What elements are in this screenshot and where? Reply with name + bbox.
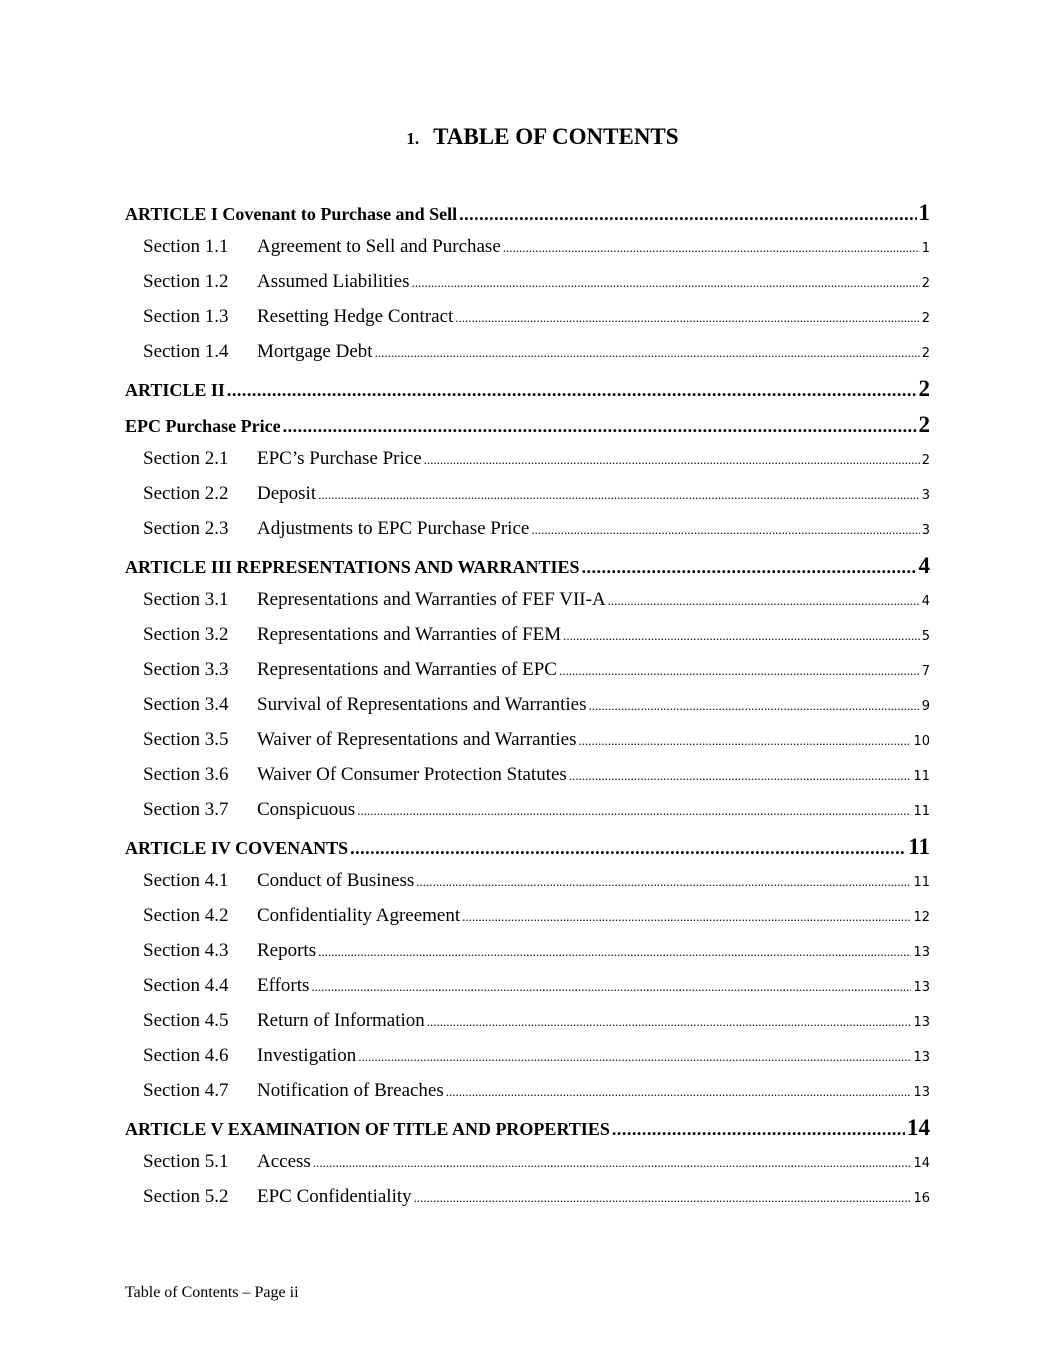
dot-leader: [424, 452, 920, 468]
toc-entry-label: Mortgage Debt: [257, 341, 373, 362]
toc-page-number: 11: [913, 769, 930, 784]
dot-leader: [608, 593, 920, 609]
toc-entry-label: EPC Purchase Price: [125, 416, 281, 436]
toc-page-number: 14: [907, 1115, 930, 1140]
dot-leader: [559, 663, 920, 679]
toc-section-entry[interactable]: [125, 975, 930, 1010]
toc-entry-label: Deposit: [257, 483, 317, 504]
toc-section-number: Section 4.1: [143, 870, 229, 891]
toc-section-number: Section 4.4: [143, 975, 229, 996]
toc-section-number: Section 1.2: [143, 271, 229, 292]
dot-leader: [462, 909, 911, 925]
toc-page-number: 11: [908, 834, 930, 859]
toc-page-number: 1: [921, 241, 930, 256]
toc-section-number: Section 1.3: [143, 306, 229, 327]
toc-page-number: 14: [913, 1156, 930, 1171]
toc-section-entry[interactable]: [125, 940, 930, 975]
toc-section-entry[interactable]: [125, 306, 930, 341]
toc-section-entry[interactable]: [125, 694, 930, 729]
dot-leader: [283, 416, 917, 437]
toc-section-number: Section 3.6: [143, 764, 229, 785]
toc-section-entry[interactable]: [125, 236, 930, 271]
toc-page-number: 2: [918, 376, 930, 401]
toc-article-entry[interactable]: [125, 412, 930, 448]
toc-section-entry[interactable]: [125, 448, 930, 483]
toc-section-number: Section 3.7: [143, 799, 229, 820]
toc-page-number: 4: [918, 553, 930, 578]
toc-section-entry[interactable]: [125, 1080, 930, 1115]
toc-entry-label: Conduct of Business: [257, 870, 415, 891]
toc-entry-label: Waiver Of Consumer Protection Statutes: [257, 764, 567, 785]
dot-leader: [588, 698, 919, 714]
dot-leader: [581, 557, 916, 578]
toc-entry-label: Adjustments to EPC Purchase Price: [257, 518, 530, 539]
toc-entry-label: Assumed Liabilities: [257, 271, 410, 292]
title-text: TABLE OF CONTENTS: [433, 124, 679, 149]
toc-section-entry[interactable]: [125, 764, 930, 799]
toc-section-number: Section 5.1: [143, 1151, 229, 1172]
toc-section-entry[interactable]: [125, 1045, 930, 1080]
toc-page-number: 5: [921, 629, 930, 644]
toc-section-number: Section 2.2: [143, 483, 229, 504]
dot-leader: [375, 345, 920, 361]
dot-leader: [358, 1049, 911, 1065]
toc-page-number: 1: [918, 200, 930, 225]
toc-entry-label: Representations and Warranties of FEF VII-A: [257, 589, 606, 610]
toc-page-number: 13: [913, 980, 930, 995]
toc-section-number: Section 4.6: [143, 1045, 229, 1066]
page-title: [0, 124, 1055, 150]
toc-page-number: 3: [921, 488, 930, 503]
dot-leader: [311, 979, 911, 995]
toc-entry-label: Representations and Warranties of FEM: [257, 624, 562, 645]
toc-page-number: 2: [921, 453, 930, 468]
dot-leader: [357, 803, 911, 819]
toc-section-number: Section 2.3: [143, 518, 229, 539]
toc-entry-label: Waiver of Representations and Warranties: [257, 729, 577, 750]
toc-section-number: Section 3.3: [143, 659, 229, 680]
toc-entry-label: Return of Information: [257, 1010, 425, 1031]
toc-entry-label: Notification of Breaches: [257, 1080, 444, 1101]
toc-entry-label: Representations and Warranties of EPC: [257, 659, 557, 680]
toc-section-entry[interactable]: [125, 624, 930, 659]
toc-entry-label: ARTICLE IV COVENANTS: [125, 838, 349, 858]
toc-article-entry[interactable]: [125, 200, 930, 236]
dot-leader: [578, 733, 911, 749]
dot-leader: [318, 944, 911, 960]
dot-leader: [446, 1084, 912, 1100]
toc-section-number: Section 4.3: [143, 940, 229, 961]
toc-section-number: Section 4.2: [143, 905, 229, 926]
dot-leader: [350, 838, 906, 859]
toc-section-number: Section 1.4: [143, 341, 229, 362]
toc-section-entry[interactable]: [125, 659, 930, 694]
dot-leader: [569, 768, 912, 784]
toc-page-number: 10: [913, 734, 930, 749]
dot-leader: [459, 204, 916, 225]
toc-page-number: 2: [921, 346, 930, 361]
toc-entry-label: EPC Confidentiality: [257, 1186, 412, 1207]
dot-leader: [427, 1014, 912, 1030]
toc-section-number: Section 3.5: [143, 729, 229, 750]
toc-section-entry[interactable]: [125, 341, 930, 376]
toc-page-number: 2: [921, 311, 930, 326]
toc-section-number: Section 1.1: [143, 236, 229, 257]
toc-entry-label: Reports: [257, 940, 317, 961]
toc-entry-label: ARTICLE I Covenant to Purchase and Sell: [125, 204, 458, 224]
toc-entry-label: Conspicuous: [257, 799, 356, 820]
toc-page-number: 13: [913, 1050, 930, 1065]
dot-leader: [503, 240, 920, 256]
toc-entry-label: Access: [257, 1151, 311, 1172]
toc-section-entry[interactable]: [125, 1010, 930, 1045]
toc-page-number: 13: [913, 945, 930, 960]
toc-page-number: 13: [913, 1085, 930, 1100]
toc-page-number: 11: [913, 875, 930, 890]
toc-section-entry[interactable]: [125, 729, 930, 764]
dot-leader: [416, 874, 911, 890]
toc-section-number: Section 4.5: [143, 1010, 229, 1031]
toc-page-number: 12: [913, 910, 930, 925]
dot-leader: [313, 1155, 912, 1171]
toc-article-entry[interactable]: [125, 376, 930, 412]
dot-leader: [412, 275, 920, 291]
toc-entry-label: Agreement to Sell and Purchase: [257, 236, 501, 257]
toc-page-number: 4: [921, 594, 930, 609]
toc-section-entry[interactable]: [125, 589, 930, 624]
dot-leader: [612, 1119, 905, 1140]
toc-section-entry[interactable]: [125, 518, 930, 553]
toc-section-entry[interactable]: [125, 483, 930, 518]
toc-section-number: Section 4.7: [143, 1080, 229, 1101]
toc-page-number: 9: [921, 699, 930, 714]
toc-page-number: 13: [913, 1015, 930, 1030]
dot-leader: [531, 522, 919, 538]
toc-page-number: 2: [921, 276, 930, 291]
toc-section-entry[interactable]: [125, 870, 930, 905]
toc-section-number: Section 3.1: [143, 589, 229, 610]
toc-entry-label: Efforts: [257, 975, 310, 996]
toc-section-entry[interactable]: [125, 799, 930, 834]
toc-entry-label: Resetting Hedge Contract: [257, 306, 454, 327]
toc-page-number: 11: [913, 804, 930, 819]
toc-article-entry[interactable]: [125, 1115, 930, 1151]
dot-leader: [455, 310, 919, 326]
toc-entry-label: Survival of Representations and Warranties: [257, 694, 587, 715]
toc-page-number: 3: [921, 523, 930, 538]
toc-section-entry[interactable]: [125, 271, 930, 306]
toc-page-number: 16: [913, 1191, 930, 1206]
toc-entry-label: ARTICLE II: [125, 380, 225, 400]
dot-leader: [563, 628, 920, 644]
toc-section-number: Section 2.1: [143, 448, 229, 469]
toc-entry-label: EPC’s Purchase Price: [257, 448, 422, 469]
toc-article-entry[interactable]: [125, 553, 930, 589]
toc-section-entry[interactable]: [125, 905, 930, 940]
dot-leader: [227, 380, 917, 401]
title-number: 1.: [406, 129, 420, 148]
toc-entry-label: Confidentiality Agreement: [257, 905, 461, 926]
toc-section-number: Section 5.2: [143, 1186, 229, 1207]
page-footer: Table of Contents – Page ii: [125, 1284, 299, 1301]
toc-article-entry[interactable]: [125, 834, 930, 870]
dot-leader: [414, 1190, 912, 1206]
toc-section-number: Section 3.2: [143, 624, 229, 645]
dot-leader: [318, 487, 920, 503]
table-of-contents: [125, 200, 930, 1221]
toc-section-entry[interactable]: [125, 1186, 930, 1221]
toc-page-number: 7: [921, 664, 930, 679]
toc-section-number: Section 3.4: [143, 694, 229, 715]
toc-entry-label: ARTICLE V EXAMINATION OF TITLE AND PROPERTIES: [125, 1119, 610, 1139]
toc-section-entry[interactable]: [125, 1151, 930, 1186]
toc-entry-label: Investigation: [257, 1045, 357, 1066]
toc-page-number: 2: [918, 412, 930, 437]
toc-entry-label: ARTICLE III REPRESENTATIONS AND WARRANTIES: [125, 557, 580, 577]
